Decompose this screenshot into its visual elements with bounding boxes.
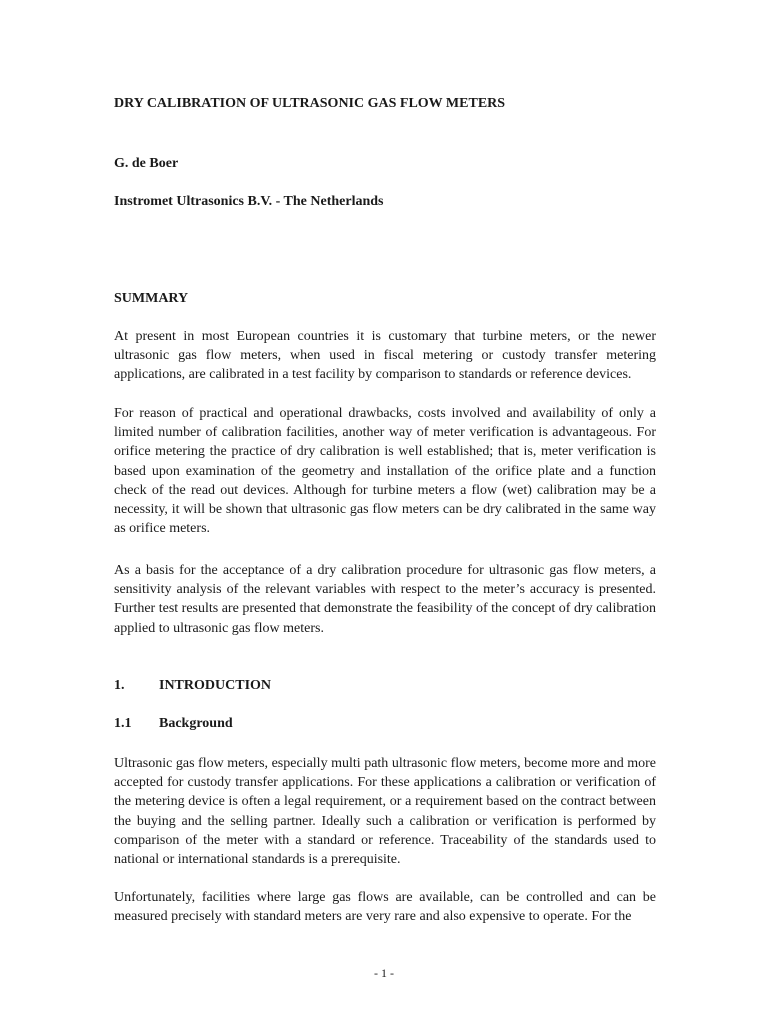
section-1-1-title: Background [159, 716, 233, 731]
summary-paragraph-2: For reason of practical and operational drawbacks, costs involved and availability of only a limited number of calibration facilities, another way of meter verification is advantageous. For orifice metering the practice of dry calibration is well established; that is, meter verification is based upon examination of the geometry and installation of the orifice plate and a function check of the read out devices. Although for turbine meters a flow (wet) calibration may be a necessity, it will be shown that ultrasonic gas flow meters can be dry calibrated in the same way as orifice meters. [114, 406, 656, 537]
page-number: - 1 - [374, 966, 394, 980]
background-paragraph-1: Ultrasonic gas flow meters, especially multi path ultrasonic flow meters, become more and more accepted for custody transfer applications. For these applications a calibration or verification of the metering device is often a legal requirement, or a requirement based on the contract between the buying and the selling partner. Ideally such a calibration or verification is performed by comparison of the meter with a standard or reference. Traceability of the standards used to national or international standards is a prerequisite. [114, 756, 656, 868]
document-title: DRY CALIBRATION OF ULTRASONIC GAS FLOW METERS [114, 96, 506, 111]
background-paragraph-2: Unfortunately, facilities where large gas flows are available, can be controlled and can be measured precisely with standard meters are very rare and also expensive to operate. For the [114, 890, 656, 925]
section-1-heading [114, 677, 656, 695]
section-1-number: 1. [114, 678, 125, 693]
summary-heading: SUMMARY [114, 291, 189, 306]
section-1-1-heading [114, 715, 656, 733]
section-1-title: INTRODUCTION [159, 678, 272, 693]
section-1-1-number: 1.1 [114, 716, 132, 731]
author-affiliation: Instromet Ultrasonics B.V. - The Netherlands [114, 194, 384, 209]
summary-paragraph-1: At present in most European countries it is customary that turbine meters, or the newer ultrasonic gas flow meters, when used in fiscal metering or custody transfer metering applications, are calibrated in a test facility by comparison to standards or reference devices. [114, 329, 656, 383]
summary-paragraph-3: As a basis for the acceptance of a dry calibration procedure for ultrasonic gas flow meters, a sensitivity analysis of the relevant variables with respect to the meter’s accuracy is presented. Further test results are presented that demonstrate the feasibility of the concept of dry calibration applied to ultrasonic gas flow meters. [114, 563, 656, 636]
author-name: G. de Boer [114, 156, 179, 171]
